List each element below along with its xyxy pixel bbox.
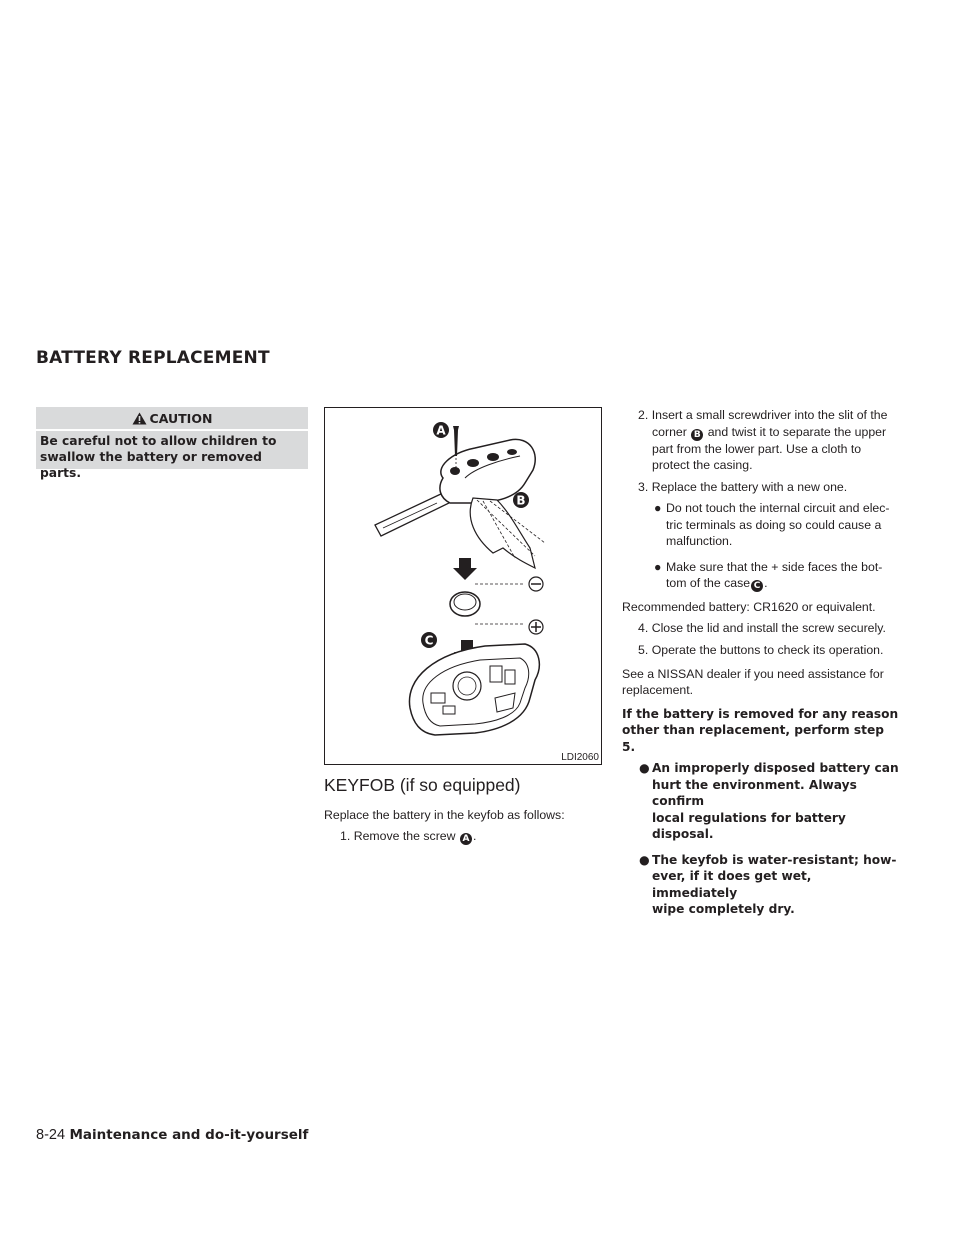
recommended-battery: Recommended battery: CR1620 or equivalent. [622, 600, 876, 614]
ref-a-icon: A [460, 833, 472, 845]
chapter-title: Maintenance and do-it-yourself [69, 1127, 309, 1143]
section-title: BATTERY REPLACEMENT [36, 348, 270, 368]
ref-b-icon: B [691, 429, 703, 441]
intro-text: Replace the battery in the keyfob as follows: [324, 808, 565, 822]
figure-code: LDI2060 [561, 752, 599, 763]
label-c: C [424, 633, 434, 648]
dealer-note: See a NISSAN dealer if you need assistance for replacement. [622, 666, 884, 697]
cloth [470, 498, 535, 568]
keyfob-illustration [325, 408, 601, 764]
keyfob-figure [324, 407, 602, 765]
step-5: 5. Operate the buttons to check its operation. [638, 643, 884, 657]
page-footer [36, 1127, 308, 1143]
page-number: 8-24 [36, 1127, 66, 1143]
caution-text: Be careful not to allow children to swallow the battery or removed parts. [36, 431, 308, 469]
removal-note: If the battery is removed for any reason other than replacement, perform step 5. [622, 706, 899, 754]
step-4: 4. Close the lid and install the screw securely. [638, 620, 886, 635]
caution-label: CAUTION [149, 410, 213, 426]
bullet-icon: ● [654, 501, 662, 515]
ref-c-icon: C [751, 580, 763, 592]
caution-heading [36, 407, 308, 429]
step-3: 3. Replace the battery with a new one. [638, 479, 848, 494]
bullet-icon: ● [639, 761, 650, 775]
bullet-icon: ● [639, 852, 650, 867]
bullet-icon: ● [654, 559, 662, 574]
right-column [622, 407, 900, 918]
step-2: 2. Insert a small screwdriver into the slit of the corner B and twist it to separate the upper part from the lower part. Use a cloth to protect the casing. [638, 408, 888, 472]
bullet-2: ● Make sure that the + side faces the bot- tom of the case C . [654, 559, 883, 591]
down-arrow-top [453, 558, 477, 580]
screw [453, 426, 459, 456]
label-b: B [516, 493, 526, 508]
warning-icon [132, 412, 147, 425]
intro-column [324, 807, 604, 845]
bullet-1: ● Do not touch the internal circuit and elec- tric terminals as doing so could cause a malfunction. [654, 501, 890, 548]
warning-2: ● The keyfob is water-resistant; how- ever, if it does get wet, immediately wipe completely dry. [639, 852, 897, 916]
label-a: A [436, 423, 446, 438]
keyfob-subheading: KEYFOB (if so equipped) [324, 775, 521, 795]
warning-1: ● An improperly disposed battery can hurt the environment. Always confirm local regulations for battery disposal. [639, 761, 899, 841]
step-1: 1. Remove the screw A . [340, 828, 477, 844]
